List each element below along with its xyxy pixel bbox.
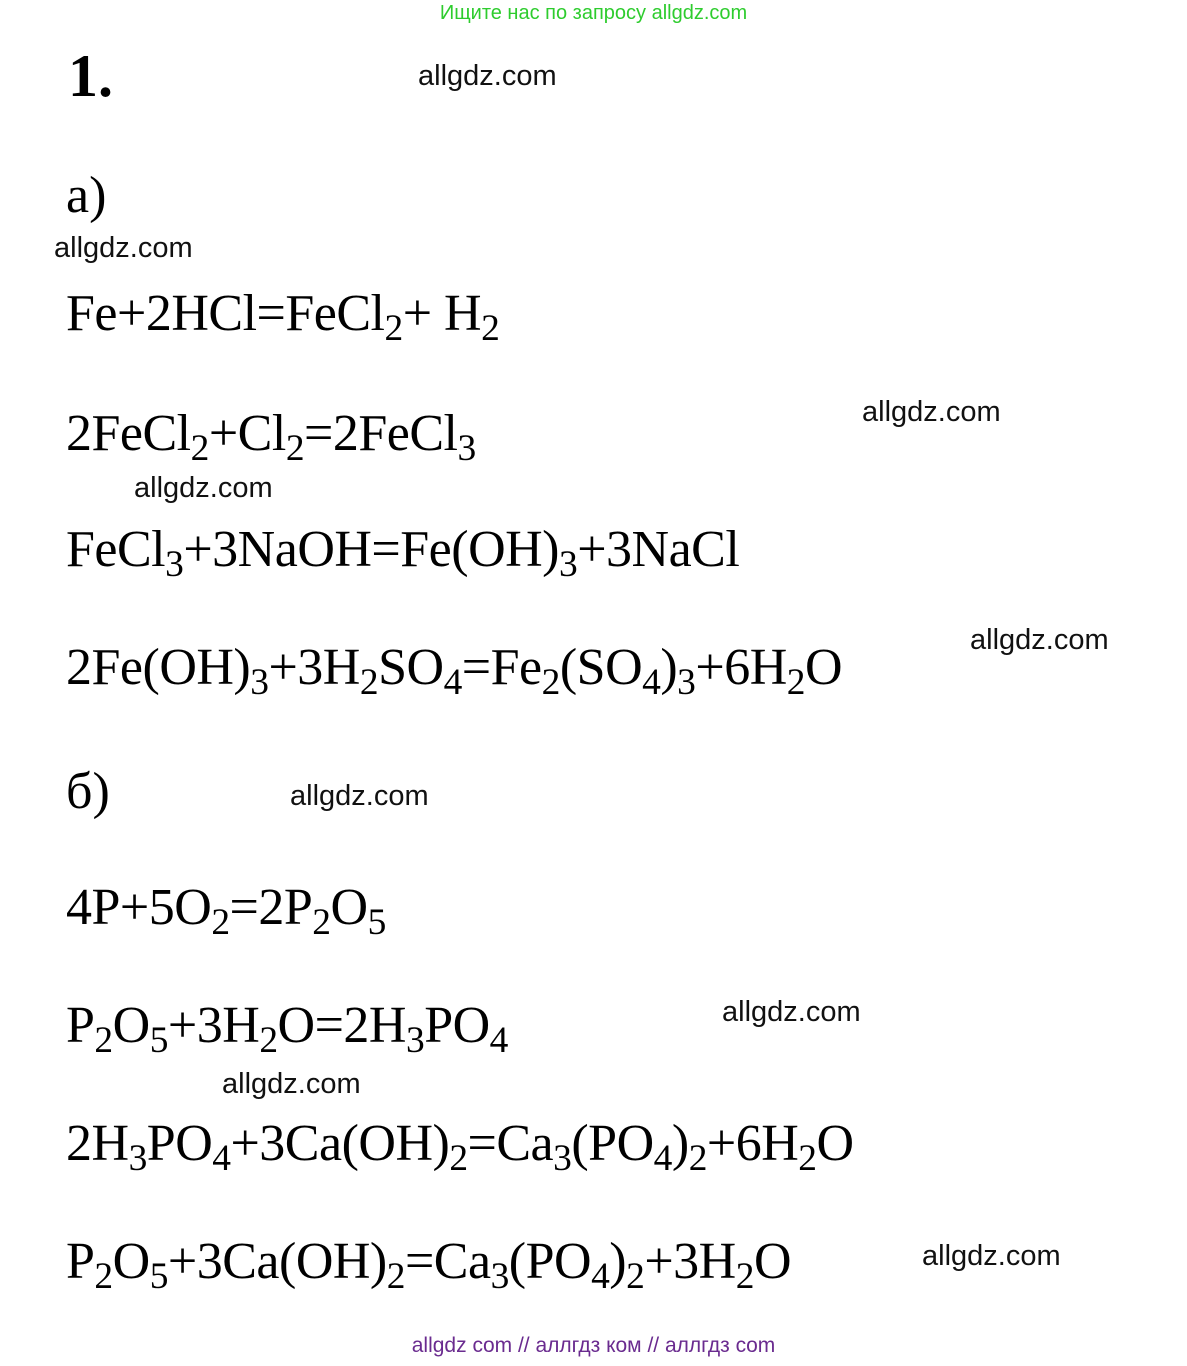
formula-text: SO bbox=[378, 639, 444, 696]
subscript: 2 bbox=[786, 662, 805, 704]
problem-number: 1. bbox=[68, 43, 113, 109]
subscript: 2 bbox=[312, 902, 331, 944]
subscript: 2 bbox=[259, 1020, 278, 1062]
formula-text: O bbox=[112, 997, 150, 1054]
subscript: 2 bbox=[94, 1256, 113, 1298]
formula-text: +3H bbox=[644, 1233, 736, 1290]
formula-text: +3Ca(OH) bbox=[230, 1115, 450, 1172]
subscript: 4 bbox=[591, 1256, 610, 1298]
formula-text: FeCl bbox=[66, 521, 166, 578]
formula-text: 4P+5O bbox=[66, 879, 212, 936]
formula-text: PO bbox=[146, 1115, 213, 1172]
watermark: allgdz.com bbox=[134, 472, 273, 504]
subscript: 2 bbox=[190, 428, 209, 470]
formula-text: Fe+2HCl=FeCl bbox=[66, 285, 385, 342]
watermark: allgdz.com bbox=[54, 232, 193, 264]
formula-text: +6H bbox=[706, 1115, 799, 1172]
watermark: allgdz.com bbox=[222, 1068, 361, 1100]
formula-text: O=2H bbox=[277, 997, 406, 1054]
watermark: allgdz.com bbox=[418, 60, 557, 92]
subscript: 3 bbox=[553, 1138, 572, 1180]
subscript: 4 bbox=[642, 662, 661, 704]
subscript: 2 bbox=[449, 1138, 468, 1180]
subscript: 2 bbox=[735, 1256, 754, 1298]
formula-text: O bbox=[816, 1115, 854, 1172]
formula-text: O bbox=[805, 639, 843, 696]
subscript: 2 bbox=[798, 1138, 817, 1180]
subscript: 2 bbox=[359, 662, 379, 704]
subscript: 3 bbox=[559, 544, 578, 586]
formula-text: 2Fe(OH) bbox=[66, 639, 251, 696]
watermark: allgdz.com bbox=[290, 780, 429, 812]
top-banner: Ищите нас по запросу allgdz.com bbox=[439, 2, 748, 24]
formula-text: =Ca bbox=[467, 1115, 554, 1172]
formula-text: O bbox=[330, 879, 368, 936]
subscript: 5 bbox=[367, 902, 386, 944]
subscript: 2 bbox=[688, 1138, 707, 1180]
formula-text: +3NaOH=Fe(OH) bbox=[183, 521, 559, 578]
watermark: allgdz.com bbox=[922, 1240, 1061, 1272]
subscript: 5 bbox=[149, 1256, 168, 1298]
equation-a-4 bbox=[66, 638, 843, 704]
equation-a-2 bbox=[66, 404, 476, 470]
equation-b-2 bbox=[66, 996, 508, 1062]
subscript: 2 bbox=[285, 428, 305, 470]
subscript: 2 bbox=[481, 308, 500, 350]
subscript: 5 bbox=[149, 1020, 168, 1062]
formula-text: O bbox=[753, 1233, 792, 1290]
equation-b-1 bbox=[66, 878, 386, 944]
section-label-a: а) bbox=[66, 167, 107, 224]
formula-text: (PO bbox=[508, 1233, 592, 1290]
formula-text: +6H bbox=[695, 639, 787, 696]
watermark: allgdz.com bbox=[970, 624, 1109, 656]
subscript: 4 bbox=[653, 1138, 672, 1180]
formula-text: +3H bbox=[268, 639, 360, 696]
watermark: allgdz.com bbox=[722, 996, 861, 1028]
subscript: 3 bbox=[250, 662, 269, 704]
formula-text: ) bbox=[660, 639, 678, 696]
subscript: 2 bbox=[211, 902, 230, 944]
subscript: 3 bbox=[405, 1020, 425, 1062]
formula-text: ) bbox=[671, 1115, 689, 1172]
formula-text: 2FeCl bbox=[66, 405, 191, 462]
subscript: 3 bbox=[677, 662, 696, 704]
section-label-b: б) bbox=[66, 763, 110, 820]
subscript: 3 bbox=[165, 544, 184, 586]
formula-text: ) bbox=[609, 1233, 627, 1290]
subscript: 2 bbox=[94, 1020, 113, 1062]
formula-text: =2P bbox=[229, 879, 313, 936]
subscript: 4 bbox=[212, 1138, 231, 1180]
formula-text: O bbox=[112, 1233, 150, 1290]
formula-text: P bbox=[66, 1233, 95, 1290]
formula-text: + H bbox=[402, 285, 482, 342]
formula-text: (SO bbox=[559, 639, 643, 696]
subscript: 4 bbox=[489, 1020, 508, 1062]
formula-text: =2FeCl bbox=[304, 405, 458, 462]
formula-text: 2H bbox=[66, 1115, 129, 1172]
equation-b-4 bbox=[66, 1232, 792, 1298]
subscript: 2 bbox=[626, 1256, 645, 1298]
formula-text: (PO bbox=[571, 1115, 654, 1172]
formula-text: +Cl bbox=[208, 405, 286, 462]
formula-text: +3Ca(OH) bbox=[167, 1233, 387, 1290]
watermark: allgdz.com bbox=[862, 396, 1001, 428]
formula-text: +3H bbox=[167, 997, 260, 1054]
subscript: 2 bbox=[384, 308, 403, 350]
formula-text: PO bbox=[424, 997, 490, 1054]
subscript: 2 bbox=[386, 1256, 405, 1298]
footer-links: allgdz com // аллгдз ком // аллгдз com bbox=[411, 1334, 776, 1357]
formula-text: =Fe bbox=[461, 639, 542, 696]
equation-a-3 bbox=[66, 520, 740, 586]
formula-text: P bbox=[66, 997, 95, 1054]
formula-text: =Ca bbox=[404, 1233, 491, 1290]
equation-a-1 bbox=[66, 284, 500, 350]
equation-b-3 bbox=[66, 1114, 854, 1180]
subscript: 4 bbox=[443, 662, 462, 704]
subscript: 3 bbox=[457, 428, 476, 470]
subscript: 3 bbox=[490, 1256, 509, 1298]
subscript: 3 bbox=[128, 1138, 147, 1180]
subscript: 2 bbox=[541, 662, 560, 704]
formula-text: +3NaCl bbox=[577, 521, 740, 578]
